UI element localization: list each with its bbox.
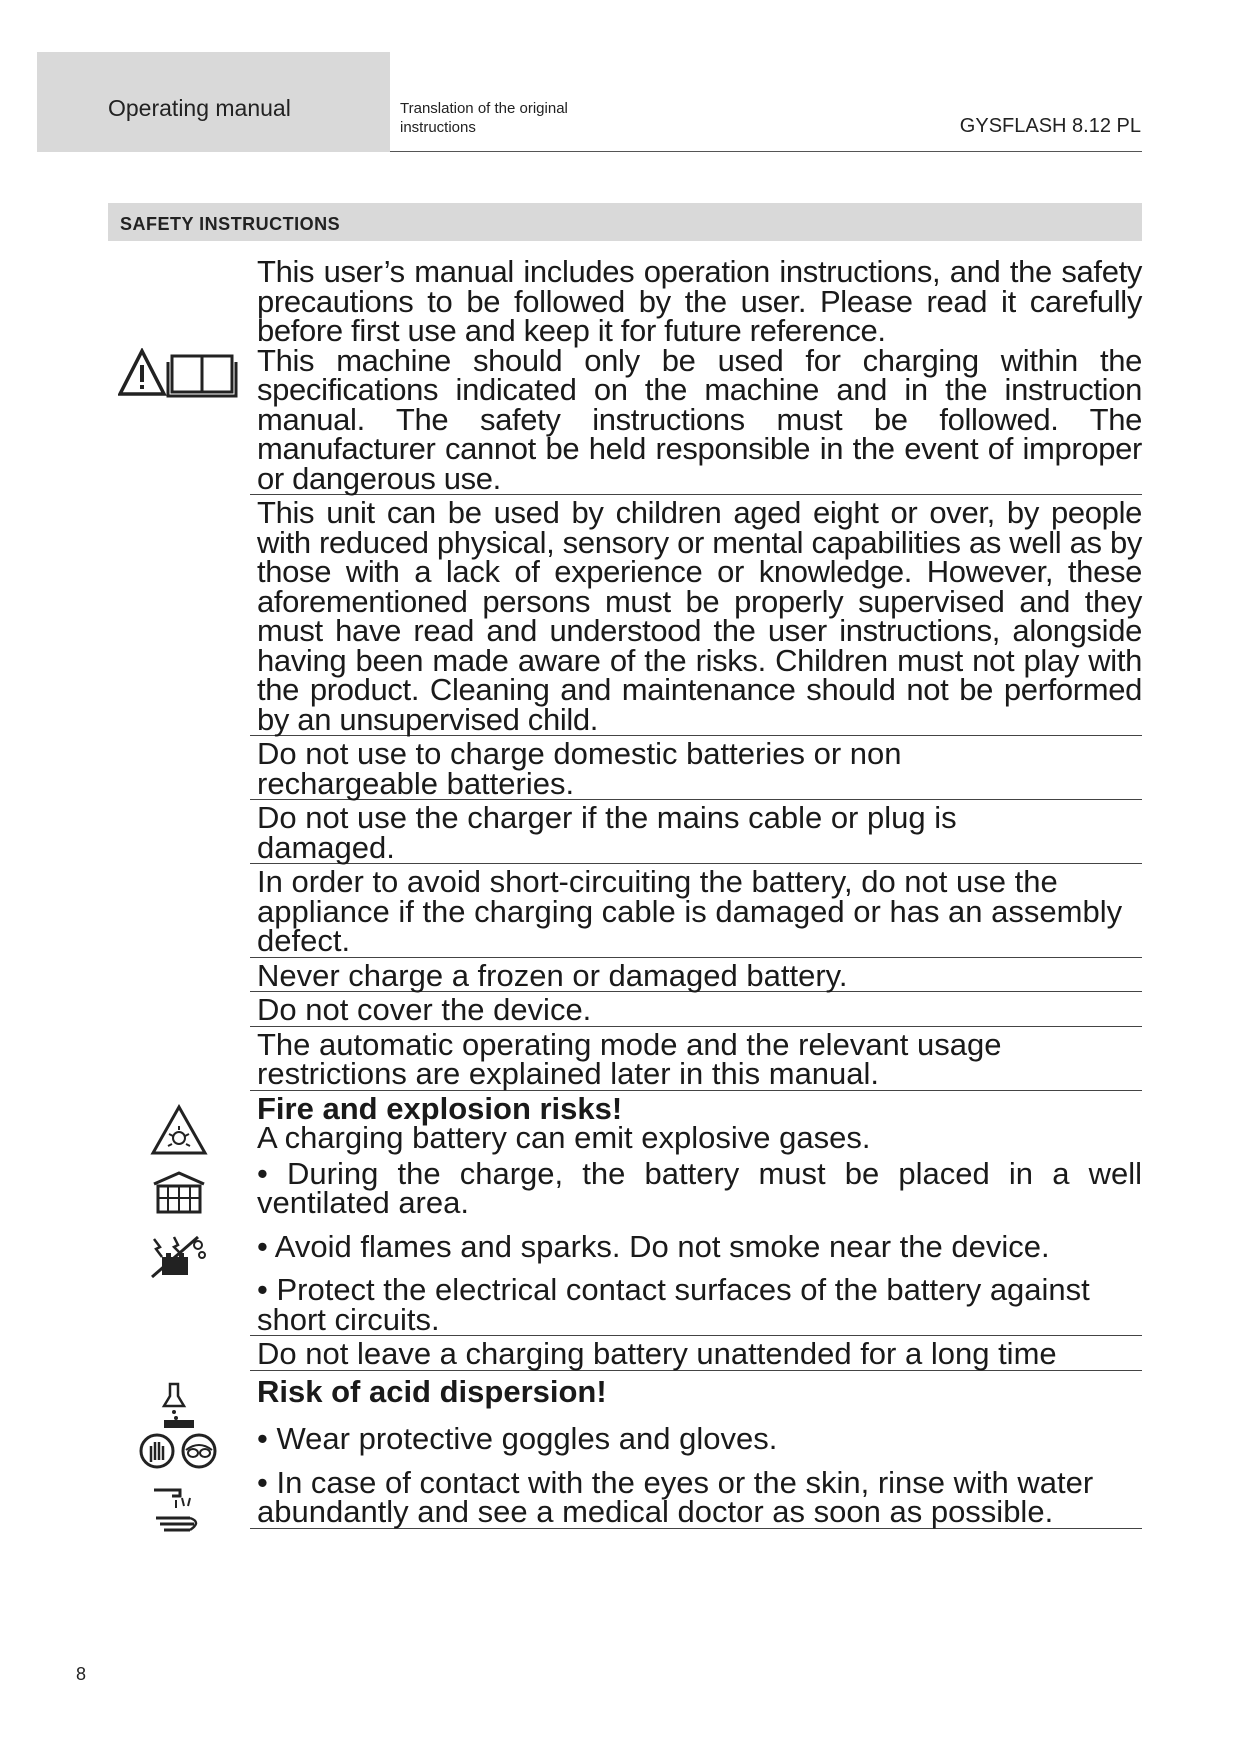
cover-device-block bbox=[250, 992, 1142, 1027]
section-title: SAFETY INSTRUCTIONS bbox=[120, 214, 341, 234]
damaged-cable-text: Do not use the charger if the mains cable or plug is damaged. bbox=[257, 800, 957, 865]
fire-bullet-contacts: • Protect the electrical contact surfaces of the battery against short circuits. bbox=[257, 1272, 1090, 1337]
short-circuit-block bbox=[250, 864, 1142, 958]
no-flames-sparks-icon bbox=[148, 1233, 210, 1281]
document-type-title: Operating manual bbox=[108, 95, 291, 121]
frozen-battery-text: Never charge a frozen or damaged battery. bbox=[257, 957, 848, 993]
children-paragraph: This unit can be used by children aged eight or over, by people with reduced physical, sensory or mental capabilities as well as by those with a lack of experience or knowledge. However, these aforementioned persons must be properly supervised and they must have read and understood the user instructions, alongside having been made aware of the risks. Children must not play with the product. Cleaning and maintenance should not be performed by an unsupervised child. bbox=[257, 495, 1142, 737]
cover-device-text: Do not cover the device. bbox=[257, 992, 592, 1027]
translation-note: Translation of the original instructions bbox=[400, 100, 568, 136]
acid-bullet-protection: • Wear protective goggles and gloves. bbox=[257, 1421, 778, 1456]
intro-paragraph-2: This machine should only be used for charging within the specifications indicated on the machine and in the instruction manual. The safety instructions must be followed. The manufacturer cannot be held responsible in the event of improper or dangerous use. bbox=[257, 342, 1142, 496]
acid-bullet-rinse: • In case of contact with the eyes or the skin, rinse with water abundantly and see a medical doctor as soon as possible. bbox=[257, 1464, 1094, 1529]
automatic-mode-block bbox=[250, 1026, 1142, 1091]
fire-explosion-text: A charging battery can emit explosive gases. bbox=[257, 1120, 871, 1155]
rinse-with-water-icon bbox=[150, 1484, 208, 1536]
short-circuit-text: In order to avoid short-circuiting the battery, do not use the appliance if the charging cable is damaged or has an assembly defect. bbox=[257, 864, 1123, 958]
domestic-batteries-text: Do not use to charge domestic batteries or non rechargeable batteries. bbox=[257, 736, 902, 801]
header-divider bbox=[390, 151, 1142, 152]
gloves-goggles-icon bbox=[138, 1432, 220, 1470]
unattended-block bbox=[250, 1336, 1142, 1371]
damaged-cable-block bbox=[250, 800, 1142, 865]
acid-dispersion-block bbox=[250, 1373, 1142, 1529]
explosive-warning-icon bbox=[150, 1104, 208, 1156]
domestic-batteries-block bbox=[250, 736, 1142, 801]
page-number: 8 bbox=[76, 1664, 87, 1684]
unattended-text: Do not leave a charging battery unattended for a long time bbox=[257, 1336, 1057, 1371]
acid-battery-icon bbox=[158, 1382, 200, 1430]
children-block bbox=[250, 495, 1142, 737]
intro-block bbox=[250, 254, 1142, 496]
fire-bullet-ventilation: • During the charge, the battery must be placed in a well ventilated area. bbox=[257, 1155, 1142, 1220]
fire-bullet-flames: • Avoid flames and sparks. Do not smoke near the device. bbox=[257, 1228, 1050, 1264]
intro-paragraph-1: This user’s manual includes operation instructions, and the safety precautions to be followed by the user. Please read it carefully before first use and keep it for future reference. bbox=[257, 254, 1142, 348]
fire-explosion-block bbox=[250, 1090, 1142, 1337]
model-name: GYSFLASH 8.12 PL bbox=[959, 115, 1141, 137]
automatic-mode-text: The automatic operating mode and the relevant usage restrictions are explained later in this manual. bbox=[257, 1026, 1002, 1091]
acid-dispersion-title: Risk of acid dispersion! bbox=[257, 1373, 607, 1409]
fire-explosion-title: Fire and explosion risks! bbox=[257, 1090, 623, 1126]
warning-read-manual-icon bbox=[118, 348, 240, 398]
ventilated-area-icon bbox=[150, 1170, 208, 1216]
frozen-battery-block bbox=[250, 957, 1142, 993]
safety-instructions-content bbox=[250, 254, 1142, 1532]
